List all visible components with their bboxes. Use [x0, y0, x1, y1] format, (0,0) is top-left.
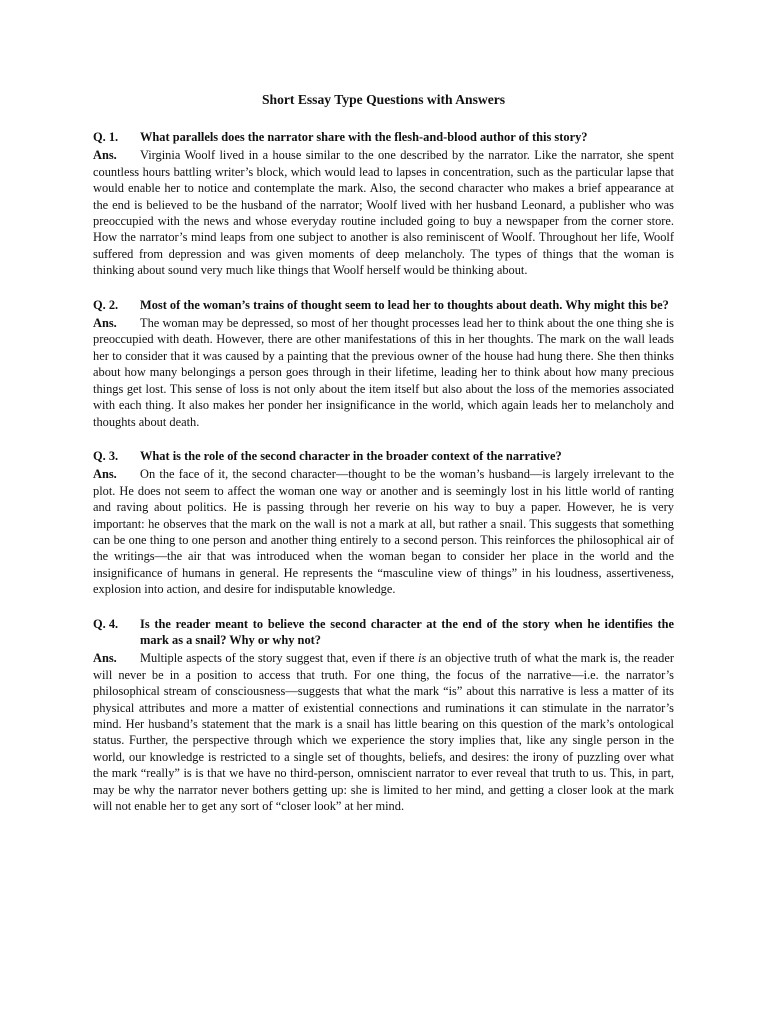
answer-label: Ans.	[93, 651, 117, 666]
document-page	[93, 91, 674, 832]
question-text: What parallels does the narrator share with the flesh-and-blood author of this story?	[140, 130, 588, 144]
answer-emphasis: is	[418, 651, 427, 666]
answer-label: Ans.	[93, 148, 117, 163]
answer-text: On the face of it, the second character—thought to be the woman’s husband—is largely irrelevant to the plot. He does not seem to affect the woman one way or another and is seemingly lost in his little world of ranting and raving about politics. He is passing through her reverie on his way to buy a paper. However, he is very important: he observes that the mark on the wall is not a mark at all, but rather a snail. This suggests that something can be one thing to one person and another thing entirely to a second person. This reinforces the philosophical air of the writings—the air that was introduced when the woman began to consider her place in the world and the insignificance of humans in general. He represents the “masculine view of things” in his loudness, assertiveness, explosion into action, and desire for indisputable knowledge.	[93, 467, 674, 597]
question-1	[93, 129, 674, 145]
qa-item-1	[93, 129, 674, 279]
question-text: Is the reader meant to believe the second character at the end of the story when he identifies the mark as a snail? Why or why not?	[140, 616, 674, 647]
answer-text: The woman may be depressed, so most of her thought processes lead her to think about the one thing she is preoccupied with death. However, there are other manifestations of this in her thoughts. The mark on the wall leads her to consider that it was caused by a painting that the previous owner of the house had hung there. She then thinks about how many belongings a person goes through in their lifetime, leading her to think about how many precious things get lost. This sense of loss is not only about the item itself but also about the loss of the memories associated with each thing. It also makes her ponder her insignificance in the world, which again leads her to melancholy and thoughts about death.	[93, 316, 674, 429]
question-text: What is the role of the second character in the broader context of the narrative?	[140, 448, 562, 463]
question-text: Most of the woman’s trains of thought seem to lead her to thoughts about death. Why might this be?	[140, 297, 669, 312]
answer-label: Ans.	[93, 316, 117, 331]
question-3	[93, 448, 674, 464]
question-number: Q. 3.	[93, 448, 119, 463]
answer-1	[93, 147, 674, 278]
answer-2	[93, 315, 674, 430]
qa-item-3	[93, 448, 674, 598]
answer-text: Virginia Woolf lived in a house similar to the one described by the narrator. Like the narrator, she spent countless hours battling writer’s block, which would lead to lapses in concentration, such as the particular lapse that would enable her to notice and contemplate the mark. Also, the second character who makes a brief appearance at the end is believed to be the husband of the narrator; Woolf lived with her husband Leonard, a publisher who was preoccupied with the news and whose everyday routine included going to buy a newspaper from the corner store. How the narrator’s mind leaps from one subject to another is also reminiscent of Woolf. Throughout her life, Woolf suffered from depression and was given moments of deep melancholy. The types of things that the woman is thinking about sound very much like things that Woolf herself would be thinking about.	[93, 148, 674, 278]
question-number: Q. 2.	[93, 297, 119, 312]
answer-text-end: an objective truth of what the mark is, the reader will never be in a position to access that truth. For one thing, the focus of the narrative—i.e. the narrator’s philosophical stream of consciousness—suggests that what the mark “is” about this narrative is less a matter of its physical attributes and more a matter of existential connections and ruminations it can stimulate in the narrator’s mind. Her husband’s statement that the mark is a snail has little bearing on this question of the mark’s ontological status. Further, the perspective through which we experience the story implies that, like any single person in the world, our knowledge is restricted to a single set of thoughts, beliefs, and desires: the irony of puzzling over what the mark “really” is is that we have no third-person, omniscient narrator to ever reveal that truth to us. This, in part, may be why the narrator never bothers getting up: she is limited to her mind, and getting a closer look at the mark will not enable her to get any sort of “closer look” at her mind.	[93, 651, 675, 814]
page-title: Short Essay Type Questions with Answers	[261, 92, 506, 107]
answer-label: Ans.	[93, 467, 117, 482]
question-number: Q. 4.	[93, 616, 119, 631]
question-number: Q. 1.	[93, 130, 119, 144]
answer-3	[93, 466, 674, 597]
qa-item-2	[93, 297, 674, 430]
question-2	[93, 297, 674, 313]
answer-text-start: Multiple aspects of the story suggest that, even if there	[140, 651, 419, 666]
question-4	[93, 616, 674, 649]
answer-4	[93, 650, 674, 814]
qa-item-4	[93, 616, 674, 815]
